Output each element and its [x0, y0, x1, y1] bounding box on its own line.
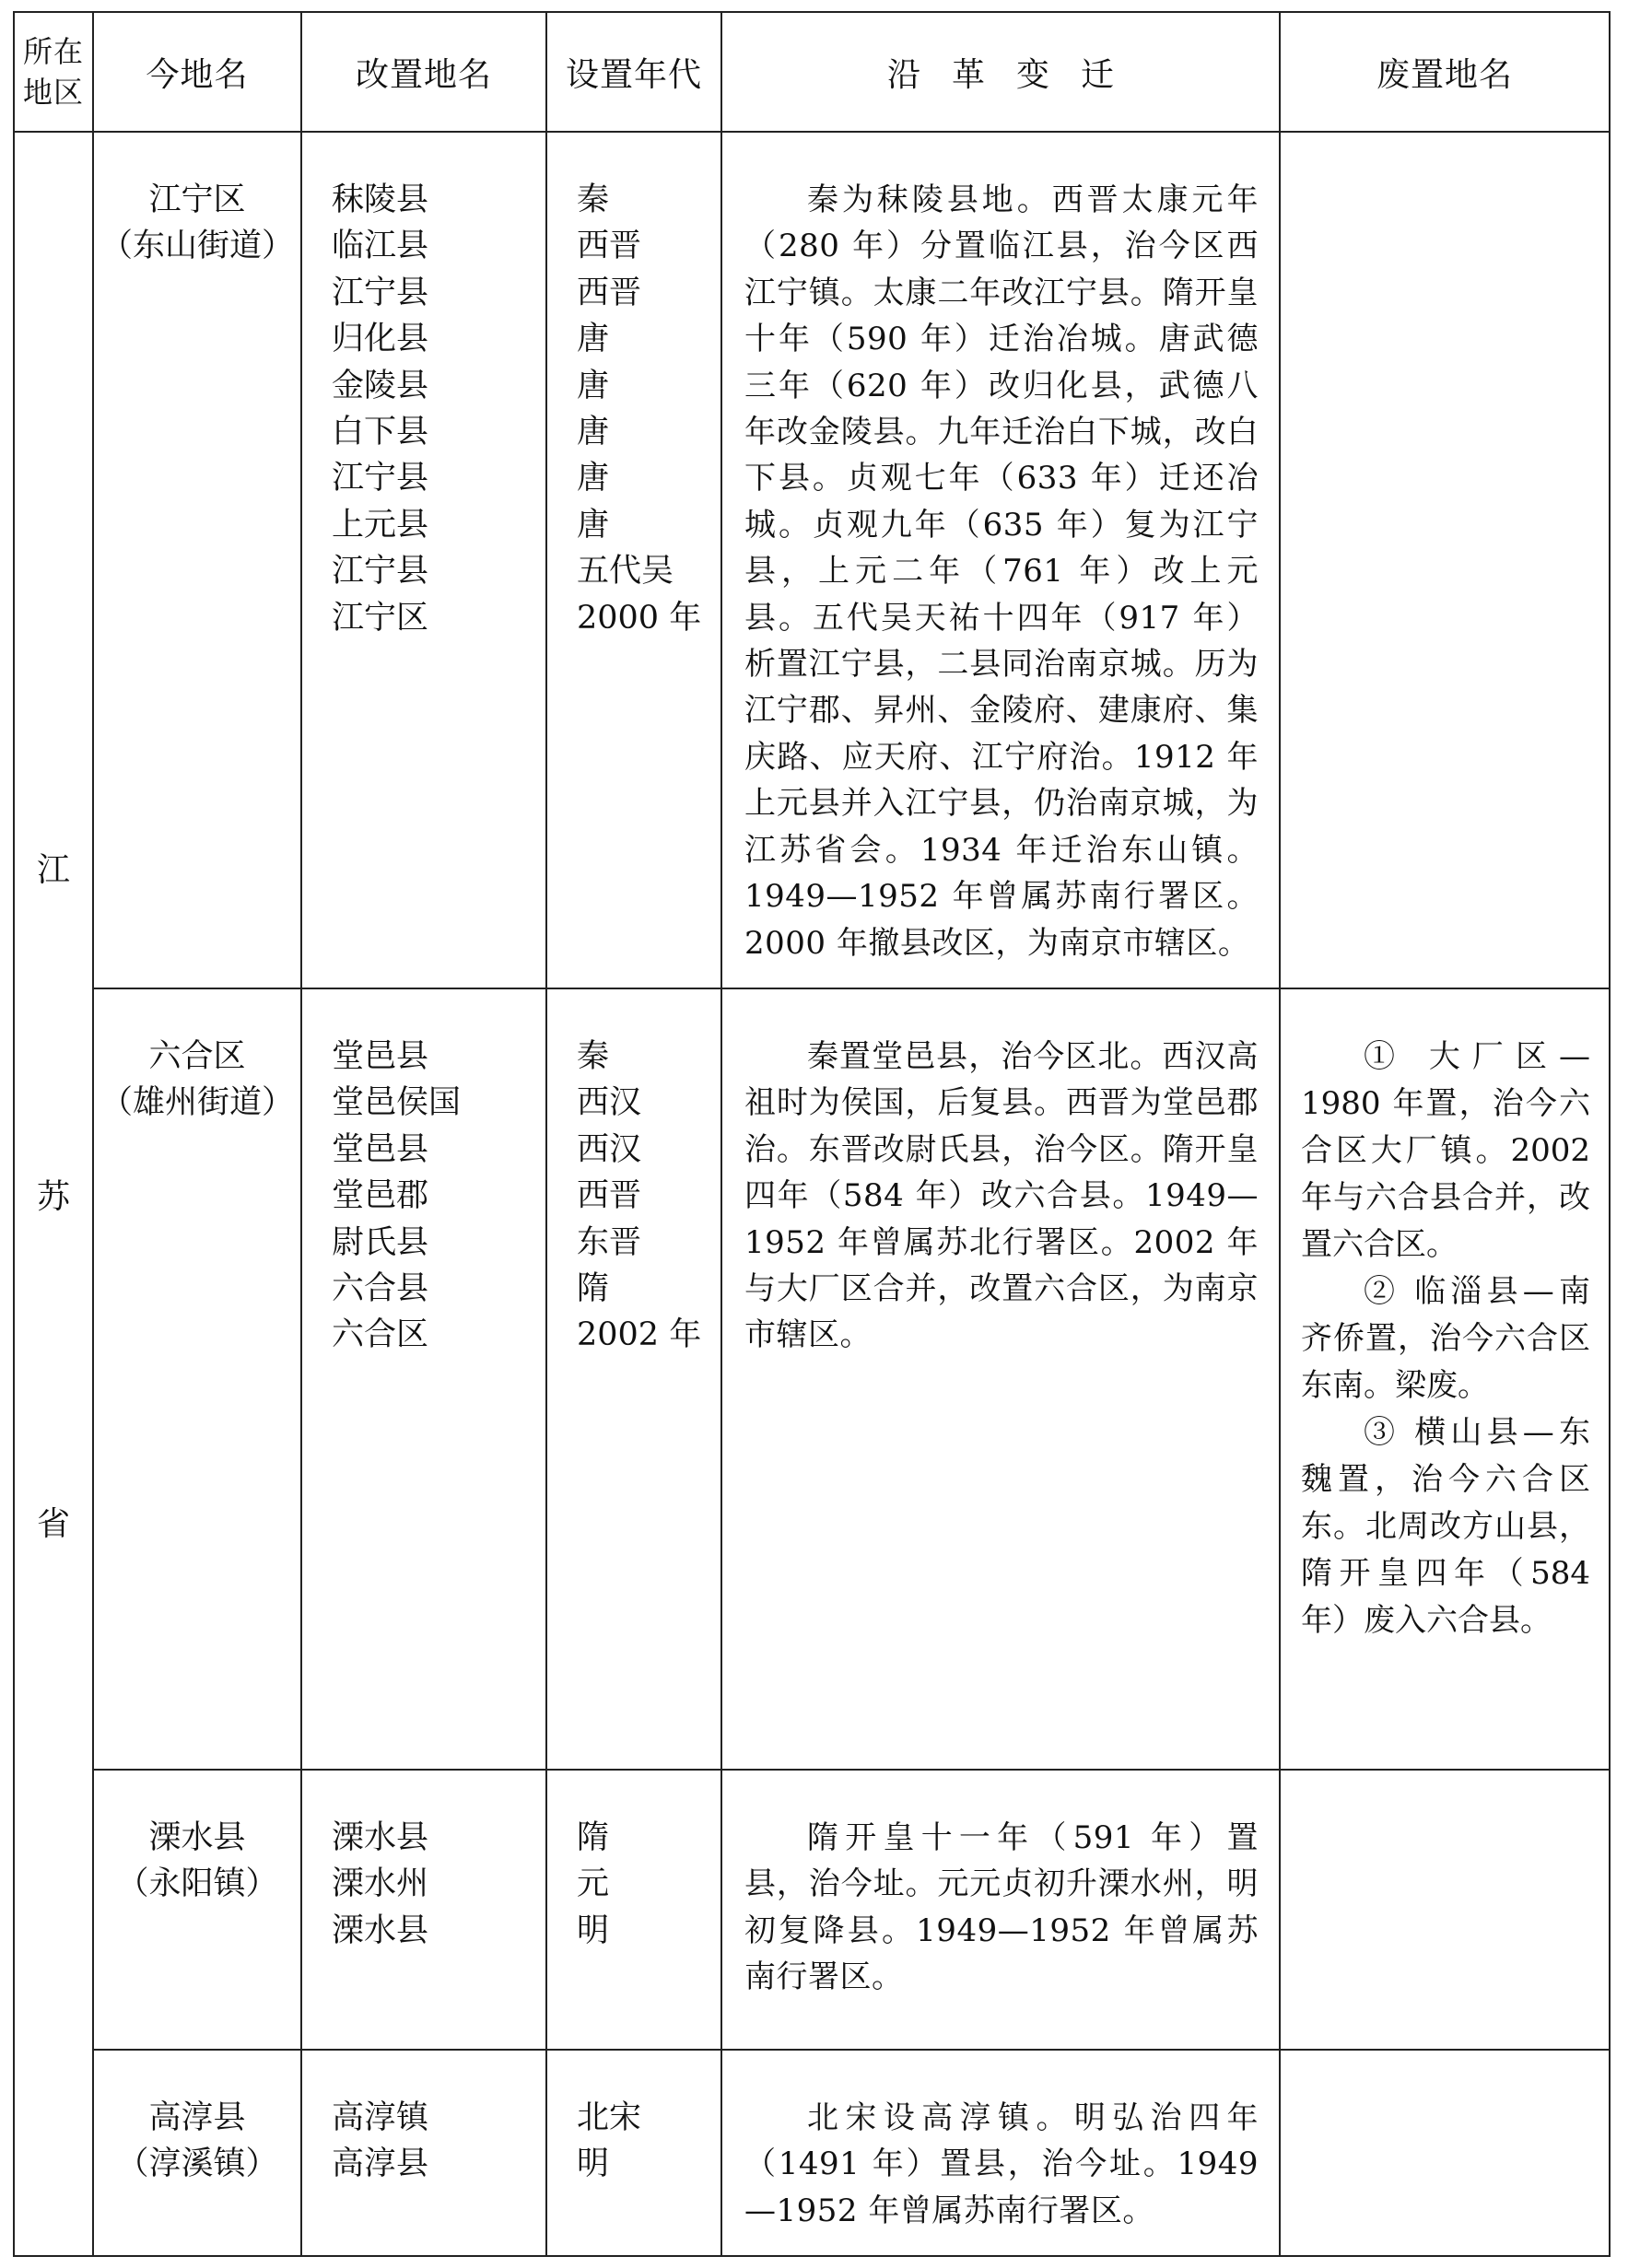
current-name: 六合区 — [148, 1038, 246, 1075]
renamed-names-cell — [301, 1770, 546, 2050]
evolution-text: 秦置堂邑县，治今区北。西汉高祖时为侯国，后复县。西晋为堂邑郡治。东晋改尉氏县，治今区。隋开皇四年（584 年）改六合县。1949—1952 年曾属苏北行署区。2002 年与大厂区合并，改置六合区，为南京市辖区。 — [721, 988, 1280, 1770]
renamed-name: 上元县 — [332, 506, 429, 544]
region-char: 省 — [36, 1504, 70, 1543]
abolished-entry: ① 大厂区—1980 年置，治今六合区大厂镇。2002 年与六合县合并，改置六合区。 — [1301, 1038, 1590, 1263]
renamed-name: 高淳县 — [332, 2145, 429, 2183]
renamed-name: 堂邑侯国 — [332, 1084, 462, 1122]
era: 东晋 — [577, 1223, 642, 1261]
current-name: 溧水县 — [148, 1819, 246, 1856]
current-name-cell — [93, 988, 301, 1770]
current-name-cell — [93, 132, 301, 988]
era-cell — [546, 132, 721, 988]
era: 明 — [577, 1911, 610, 1949]
evolution-text: 北宋设高淳镇。明弘治四年（1491 年）置县，治今址。1949—1952 年曾属苏南行署区。 — [721, 2050, 1280, 2256]
header-abolished: 废置地名 — [1280, 12, 1610, 132]
current-name: 江宁区 — [148, 181, 246, 218]
evolution-text: 隋开皇十一年（591 年）置县，治今址。元元贞初升溧水州，明初复降县。1949—1952 年曾属苏南行署区。 — [721, 1770, 1280, 2050]
era: 唐 — [577, 367, 610, 404]
era: 2000 年 — [577, 599, 702, 637]
era: 北宋 — [577, 2099, 642, 2136]
current-name-cell — [93, 2050, 301, 2256]
abolished-cell — [1280, 1770, 1610, 2050]
era-cell — [546, 1770, 721, 2050]
era: 秦 — [577, 1038, 610, 1075]
renamed-name: 堂邑县 — [332, 1038, 429, 1075]
current-name: 高淳县 — [148, 2099, 246, 2136]
renamed-name: 尉氏县 — [332, 1223, 429, 1261]
renamed-name: 六合县 — [332, 1270, 429, 1308]
era: 唐 — [577, 414, 610, 451]
header-evolution: 沿革变迁 — [721, 12, 1280, 132]
era: 西汉 — [577, 1084, 642, 1122]
era: 隋 — [577, 1270, 610, 1308]
era: 唐 — [577, 460, 610, 497]
renamed-name: 临江县 — [332, 228, 429, 265]
abolished-cell — [1280, 988, 1610, 1770]
header-era: 设置年代 — [546, 12, 721, 132]
renamed-name: 白下县 — [332, 414, 429, 451]
era-cell — [546, 2050, 721, 2256]
table-row — [14, 2050, 1610, 2256]
table-row — [14, 988, 1610, 1770]
era: 西汉 — [577, 1130, 642, 1168]
renamed-name: 金陵县 — [332, 367, 429, 404]
era: 五代吴 — [577, 553, 674, 590]
era: 唐 — [577, 506, 610, 544]
renamed-names-cell — [301, 2050, 546, 2256]
history-table — [13, 11, 1611, 2257]
header-region: 所在 地区 — [14, 12, 93, 132]
abolished-cell — [1280, 132, 1610, 988]
renamed-name: 溧水县 — [332, 1911, 429, 1949]
renamed-names-cell — [301, 988, 546, 1770]
abolished-entry: ② 临淄县—南齐侨置，治今六合区东南。梁废。 — [1301, 1273, 1590, 1404]
header-renamed-names: 改置地名 — [301, 12, 546, 132]
renamed-name: 江宁县 — [332, 274, 429, 311]
renamed-name: 江宁区 — [332, 599, 429, 637]
era: 秦 — [577, 181, 610, 218]
current-name-cell — [93, 1770, 301, 2050]
renamed-name: 江宁县 — [332, 553, 429, 590]
renamed-name: 溧水县 — [332, 1819, 429, 1856]
header-current-name: 今地名 — [93, 12, 301, 132]
renamed-name: 江宁县 — [332, 460, 429, 497]
renamed-name: 堂邑县 — [332, 1130, 429, 1168]
header-row — [14, 12, 1610, 132]
era: 西晋 — [577, 274, 642, 311]
seat-name: （雄州街道） — [100, 1084, 294, 1121]
seat-name: （东山街道） — [100, 228, 294, 264]
abolished-entry: ③ 横山县—东魏置，治今六合区东。北周改方山县，隋开皇四年（584 年）废入六合县。 — [1301, 1414, 1590, 1639]
abolished-cell — [1280, 2050, 1610, 2256]
era: 明 — [577, 2145, 610, 2183]
table-row — [14, 132, 1610, 988]
renamed-name: 六合区 — [332, 1316, 429, 1354]
seat-name: （淳溪镇） — [116, 2145, 278, 2182]
renamed-name: 秣陵县 — [332, 181, 429, 218]
renamed-names-cell — [301, 132, 546, 988]
region-cell — [14, 132, 93, 2256]
era-cell — [546, 988, 721, 1770]
renamed-name: 溧水州 — [332, 1865, 429, 1903]
evolution-text: 秦为秣陵县地。西晋太康元年（280 年）分置临江县，治今区西江宁镇。太康二年改江宁县。隋开皇十年（590 年）迁治冶城。唐武德三年（620 年）改归化县，武德八年改金陵县。九年迁治白下城，改白下县。贞观七年（633 年）迁还冶城。贞观九年（635 年）复为江宁县，上元二年（761 年）改上元县。五代吴天祐十四年（917 年）析置江宁县，二县同治南京城。历为江宁郡、昇州、金陵府、建康府、集庆路、应天府、江宁府治。1912 年上元县并入江宁县，仍治南京城，为江苏省会。1934 年迁治东山镇。1949—1952 年曾属苏南行署区。2000 年撤县改区，为南京市辖区。 — [721, 132, 1280, 988]
era: 西晋 — [577, 228, 642, 265]
era: 唐 — [577, 321, 610, 358]
seat-name: （永阳镇） — [116, 1865, 278, 1902]
era: 西晋 — [577, 1177, 642, 1215]
era: 隋 — [577, 1819, 610, 1856]
region-char: 江 — [36, 850, 70, 889]
era: 2002 年 — [577, 1316, 702, 1354]
renamed-name: 堂邑郡 — [332, 1177, 429, 1215]
renamed-name: 高淳镇 — [332, 2099, 429, 2136]
region-char: 苏 — [36, 1177, 70, 1216]
table-row — [14, 1770, 1610, 2050]
renamed-name: 归化县 — [332, 321, 429, 358]
era: 元 — [577, 1865, 610, 1903]
